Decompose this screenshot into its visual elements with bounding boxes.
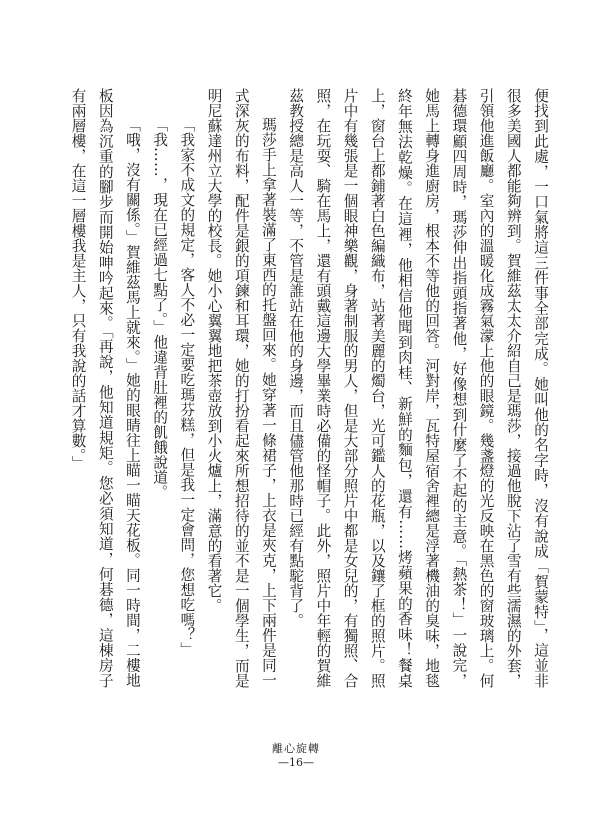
paragraph-5: 「哦，沒有關係。」賀維茲馬上就來。」她的眼睛往上瞄一瞄天花板。同一時間，二樓地板因為沉重的腳步而開始呻吟起來。「再說，他知道規矩。您必須知道，何碁德，這棟房子有兩層樓，在這一層樓我是主人，只有我說的話才算數。」 [69, 88, 141, 688]
paragraph-3: 「我家不成文的規定，客人不必一定要吃瑪芬糕，但是我一定會問，您想吃嗎？」 [178, 117, 196, 658]
vertical-text-block [34, 88, 554, 688]
paragraph-2: 瑪莎手上拿著裝滿了東西的托盤回來。她穿著一條裙子，上衣是夾克，上下兩件是同一式深灰的布料，配件是銀的項鍊和耳環，她的打扮看起來所想招待的並不是一個學生，而是明尼蘇達州立大學的校長。她小心翼翼地把茶壺放到小火爐上，滿意的看著它。 [205, 88, 277, 688]
running-title: 離心旋轉 [272, 742, 320, 755]
paragraph-1: 便找到此處，一口氣將這三件事全部完成。她叫他的名字時，沒有說成「賀蒙特」，這並非很多美國人都能夠辨到。賀維茲太太介紹自己是瑪莎，接過他脫下沾了雪有些濡濕的外套，引領他進飯廳。室內的溫暖化成霧氣濛上他的眼鏡。幾盞燈的光反映在黑色的窗玻璃上。何碁德環顧四周時，瑪莎伸出指頭指著他，好像想到什麼了不起的主意。「熱茶！」一說完，她馬上轉身進廚房，根本不等他的回答。河對岸，瓦特屋宿舍裡總是浮著機油的臭味，地毯終年無法乾燥。在這裡，他相信他聞到肉桂、新鮮的麵包，還有……烤蘋果的香味！餐桌上，窗台上都鋪著白色編織布，站著美麗的燭台，光可鑑人的花瓶，以及鑲了框的照片。照片中有幾張是一個眼神樂觀，身著制服的男人，但是大部分照片中都是女兒的，有獨照、合照，在玩耍、騎在馬上，還有頭戴這邊大學畢業時必備的怪帽子。此外，照片中年輕的賀維茲教授總是高人一等，不管是誰站在他的身邊，而且儘管他那時已經有點駝背了。 [287, 88, 549, 688]
page-number: —16— [278, 756, 314, 769]
paragraph-4: 「我……，現在已經過七點了。」他違背肚裡的飢餓說道。 [151, 117, 169, 500]
